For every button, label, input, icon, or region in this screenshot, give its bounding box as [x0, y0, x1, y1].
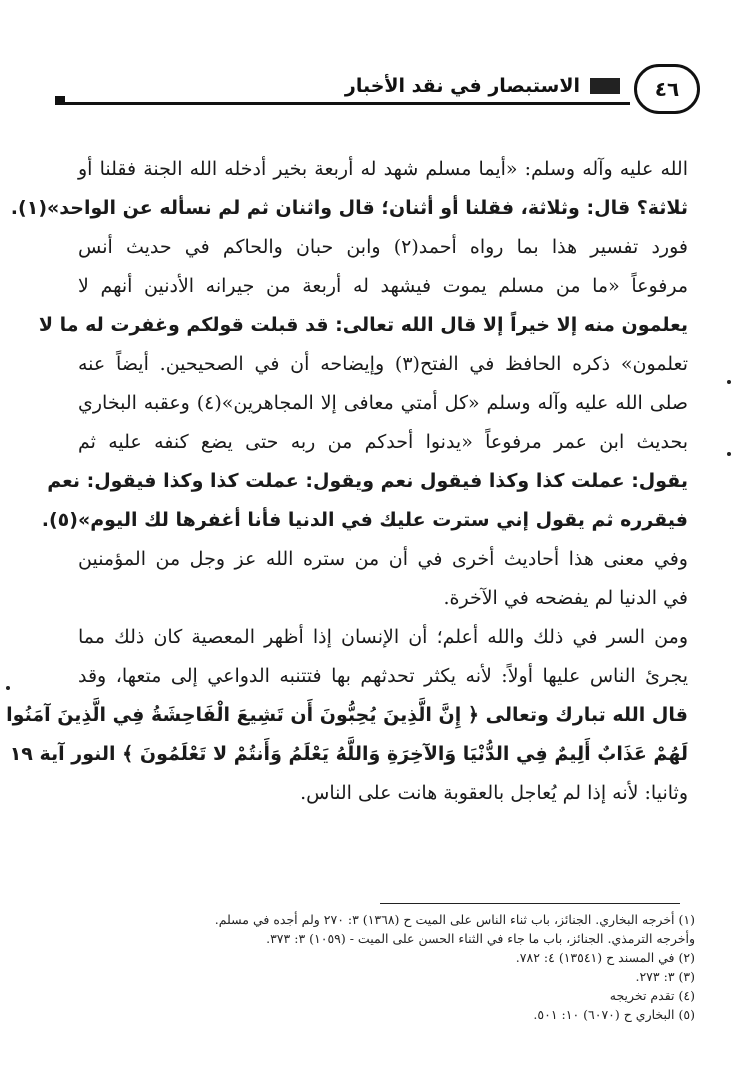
- quran-verse-line: قال الله تبارك وتعالى ﴿ إِنَّ الَّذِينَ يُحِبُّونَ أَن تَشِيعَ الْفَاحِشَةُ فِي الَّذِينَ آمَنُوا: [6, 704, 688, 726]
- running-title: الاستبصار في نقد الأخبار: [344, 75, 580, 97]
- text-line: فورد تفسير هذا بما رواه أحمد(٢) وابن حبان والحاكم في حديث أنس: [78, 236, 688, 258]
- text-line: يعلمون منه إلا خيراً إلا قال الله تعالى: قد قبلت قولكم وغفرت له ما لا: [38, 314, 688, 336]
- footnote: (٣) ٣: ٢٧٣.: [635, 969, 695, 984]
- quran-verse-line: لَهُمْ عَذَابٌ أَلِيمٌ فِي الدُّنْيَا وَالآخِرَةِ وَاللَّهُ يَعْلَمُ وَأَنتُمْ لا تَعْلَمُونَ ﴾ النور آية ١٩: [9, 743, 688, 765]
- footnote: وأخرجه الترمذي. الجنائز، باب ما جاء في الثناء الحسن على الميت - (١٠٥٩) ٣: ٣٧٣.: [266, 931, 695, 946]
- page-header: [55, 62, 700, 122]
- page-number: ٤٦: [634, 64, 700, 114]
- header-rule: [55, 102, 630, 105]
- text-line: وثانيا: لأنه إذا لم يُعاجل بالعقوبة هانت على الناس.: [300, 782, 688, 804]
- footnote: (٢) في المسند ح (١٣٥٤١) ٤: ٧٨٢.: [515, 950, 695, 965]
- text-line: ثلاثة؟ قال: وثلاثة، فقلنا أو أثنان؛ قال واثنان ثم لم نسأله عن الواحد»(١).: [10, 197, 688, 219]
- footnote: (٤) تقدم تخريجه: [609, 988, 695, 1003]
- text-line: يقول: عملت كذا وكذا فيقول نعم ويقول: عملت كذا وكذا فيقول: نعم: [47, 470, 688, 492]
- text-line: في الدنيا لم يفضحه في الآخرة.: [443, 587, 688, 609]
- text-line: الله عليه وآله وسلم: «أيما مسلم شهد له أربعة بخير أدخله الله الجنة فقلنا أو: [78, 158, 688, 180]
- footnote: (٥) البخاري ح (٦٠٧٠) ١٠: ٥٠١.: [533, 1007, 695, 1022]
- text-line: تعلمون» ذكره الحافظ في الفتح(٣) وإيضاحه أن في الصحيحين. أيضاً عنه: [78, 353, 688, 375]
- text-line: فيقرره ثم يقول إني سترت عليك في الدنيا فأنا أغفرها لك اليوم»(٥).: [41, 509, 688, 531]
- text-line: صلى الله عليه وآله وسلم «كل أمتي معافى إلا المجاهرين»(٤) وعقبه البخاري: [78, 392, 688, 414]
- scan-speck: [727, 452, 731, 456]
- text-line: مرفوعاً «ما من مسلم يموت فيشهد له أربعة من جيرانه الأدنين أنهم لا: [78, 275, 688, 297]
- text-line: ومن السر في ذلك والله أعلم؛ أن الإنسان إذا أظهر المعصية كان ذلك مما: [78, 626, 688, 648]
- main-text: [6, 150, 688, 813]
- footnote: (١) أخرجه البخاري. الجنائز، باب ثناء الناس على الميت ح (١٣٦٨) ٣: ٢٧٠ ولم أجده في مسلم.: [214, 912, 695, 927]
- footnote-separator: [380, 903, 680, 904]
- text-line: بحديث ابن عمر مرفوعاً «يدنوا أحدكم من ربه حتى يضع كنفه عليه ثم: [78, 431, 688, 453]
- header-ornament: [590, 78, 620, 94]
- scan-speck: [727, 380, 731, 384]
- scan-speck: [6, 686, 10, 690]
- footnotes: [214, 910, 695, 1024]
- text-line: وفي معنى هذا أحاديث أخرى في أن من ستره الله عز وجل من المؤمنين: [78, 548, 688, 570]
- header-end-mark: [55, 96, 65, 105]
- text-line: يجرئ الناس عليها أولاً: لأنه يكثر تحدثهم بها فتتنبه الدواعي إلى متعها، وقد: [78, 665, 688, 687]
